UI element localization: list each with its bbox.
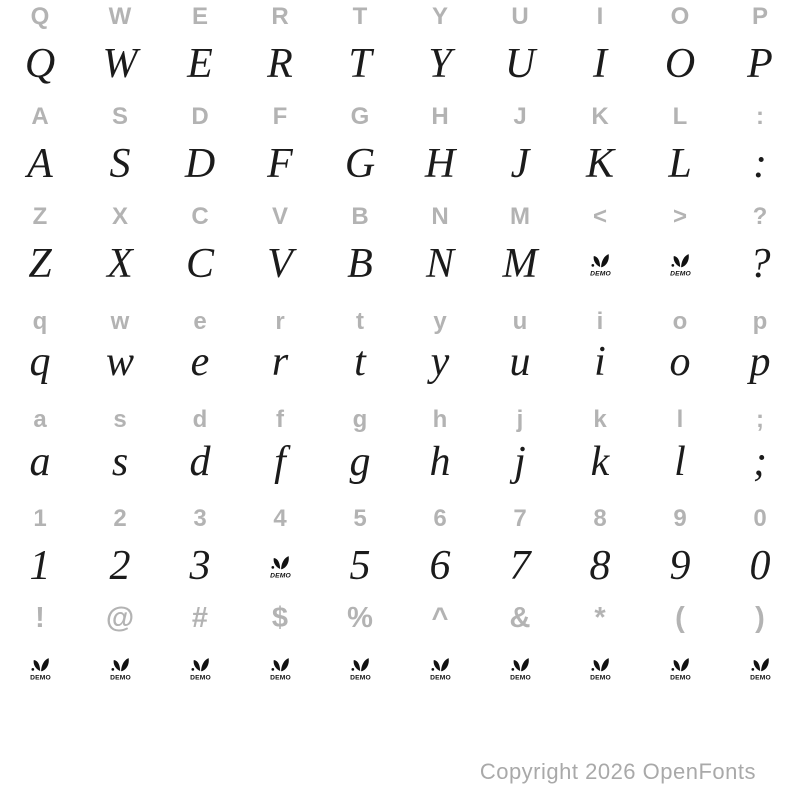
glyph-cell: F bbox=[267, 141, 293, 187]
glyph-row-uppercase-qwerty-preview bbox=[0, 34, 800, 94]
glyph-cell: E bbox=[187, 41, 213, 87]
glyph-cell: 6 bbox=[433, 505, 447, 532]
fleuron-left-petal bbox=[513, 660, 520, 671]
demo-glyph-cell bbox=[640, 234, 720, 294]
fleuron-dot bbox=[31, 668, 34, 671]
glyph-cell: : bbox=[756, 103, 764, 130]
glyph-cell: H bbox=[431, 103, 449, 130]
glyph-row-digits-reference bbox=[0, 502, 800, 536]
fleuron-dot bbox=[591, 264, 594, 267]
glyph-cell: l bbox=[674, 439, 686, 485]
glyph-cell: D bbox=[191, 103, 209, 130]
demo-glyph-cell bbox=[400, 653, 480, 689]
glyph-cell: V bbox=[271, 203, 288, 230]
glyph-cell: 9 bbox=[669, 543, 691, 589]
demo-label: DEMO bbox=[669, 674, 691, 682]
fleuron-left-petal bbox=[353, 660, 360, 671]
glyph-cell: o bbox=[669, 339, 691, 385]
demo-glyph-cell bbox=[80, 653, 160, 689]
glyph-cell: D bbox=[184, 141, 216, 187]
glyph-cell: U bbox=[504, 41, 536, 87]
glyph-cell: P bbox=[751, 3, 768, 30]
copyright-text: Copyright 2026 OpenFonts bbox=[479, 759, 756, 784]
demo-label: DEMO bbox=[269, 572, 291, 580]
glyph-cell: G bbox=[350, 103, 370, 130]
demo-label: DEMO bbox=[589, 270, 611, 278]
glyph-cell: 0 bbox=[753, 505, 767, 532]
demo-glyph-cell bbox=[720, 653, 800, 689]
glyph-cell: T bbox=[352, 3, 368, 30]
glyph-row-uppercase-zxcv-preview bbox=[0, 234, 800, 294]
glyph-cell: 8 bbox=[593, 505, 607, 532]
fleuron-right-petal bbox=[521, 658, 529, 671]
glyph-cell: ^ bbox=[431, 601, 449, 634]
glyph-cell: W bbox=[102, 41, 138, 87]
demo-fleuron-icon bbox=[349, 656, 372, 687]
demo-label: DEMO bbox=[109, 674, 131, 682]
glyph-cell: ! bbox=[35, 601, 45, 634]
glyph-row-uppercase-asdf-reference bbox=[0, 100, 800, 134]
glyph-cell: a bbox=[33, 406, 47, 433]
glyph-cell: J bbox=[513, 103, 527, 130]
glyph-cell: N bbox=[431, 203, 449, 230]
demo-fleuron-icon bbox=[269, 656, 292, 687]
fleuron-right-petal bbox=[761, 658, 769, 671]
glyph-cell: e bbox=[190, 339, 210, 385]
glyph-cell: 1 bbox=[29, 543, 51, 589]
fleuron-left-petal bbox=[273, 558, 280, 569]
glyph-row-lowercase-qwerty-preview bbox=[0, 332, 800, 392]
glyph-cell: l bbox=[676, 406, 684, 433]
demo-fleuron-icon bbox=[189, 656, 212, 687]
fleuron-dot bbox=[271, 566, 274, 569]
fleuron-dot bbox=[431, 668, 434, 671]
demo-label: DEMO bbox=[749, 674, 771, 682]
glyph-cell: 4 bbox=[273, 505, 287, 532]
demo-fleuron-icon bbox=[669, 252, 692, 283]
demo-label: DEMO bbox=[269, 674, 291, 682]
glyph-cell: y bbox=[433, 308, 447, 335]
glyph-cell: * bbox=[594, 601, 606, 634]
fleuron-right-petal bbox=[681, 658, 689, 671]
glyph-cell: y bbox=[430, 339, 450, 385]
glyph-cell: E bbox=[191, 3, 208, 30]
glyph-cell: ) bbox=[755, 601, 765, 634]
glyph-row-digits-preview bbox=[0, 536, 800, 596]
demo-label: DEMO bbox=[509, 674, 531, 682]
fleuron-left-petal bbox=[113, 660, 120, 671]
glyph-cell: 3 bbox=[189, 543, 211, 589]
glyph-cell: A bbox=[31, 103, 49, 130]
glyph-cell: X bbox=[107, 241, 133, 287]
glyph-cell: @ bbox=[105, 601, 135, 634]
glyph-cell: s bbox=[113, 406, 127, 433]
demo-glyph-cell bbox=[640, 653, 720, 689]
glyph-cell: ; bbox=[753, 439, 767, 485]
glyph-cell: 6 bbox=[429, 543, 451, 589]
glyph-cell: q bbox=[32, 308, 48, 335]
glyph-cell: 5 bbox=[349, 543, 371, 589]
demo-label: DEMO bbox=[669, 270, 691, 278]
glyph-cell: K bbox=[591, 103, 609, 130]
fleuron-left-petal bbox=[673, 660, 680, 671]
glyph-cell: ? bbox=[752, 203, 768, 230]
fleuron-dot bbox=[671, 264, 674, 267]
demo-glyph-cell bbox=[560, 234, 640, 294]
demo-label: DEMO bbox=[29, 674, 51, 682]
glyph-cell: F bbox=[272, 103, 288, 130]
glyph-cell: h bbox=[429, 439, 451, 485]
glyph-cell: q bbox=[29, 339, 51, 385]
fleuron-right-petal bbox=[41, 658, 49, 671]
fleuron-left-petal bbox=[33, 660, 40, 671]
glyph-cell: ; bbox=[756, 406, 764, 433]
glyph-row-symbols-reference bbox=[0, 598, 800, 638]
glyph-cell: W bbox=[108, 3, 132, 30]
demo-label: DEMO bbox=[189, 674, 211, 682]
glyph-cell: O bbox=[670, 3, 690, 30]
fleuron-right-petal bbox=[441, 658, 449, 671]
glyph-cell: : bbox=[753, 141, 767, 187]
glyph-cell: & bbox=[509, 601, 531, 634]
demo-fleuron-icon bbox=[509, 656, 532, 687]
glyph-cell: B bbox=[347, 241, 373, 287]
demo-label: DEMO bbox=[349, 674, 371, 682]
fleuron-left-petal bbox=[753, 660, 760, 671]
glyph-cell: S bbox=[109, 141, 131, 187]
glyph-cell: r bbox=[275, 308, 285, 335]
glyph-cell: d bbox=[189, 439, 211, 485]
demo-fleuron-icon bbox=[589, 656, 612, 687]
glyph-cell: I bbox=[593, 41, 607, 87]
fleuron-right-petal bbox=[601, 658, 609, 671]
glyph-cell: w bbox=[105, 339, 134, 385]
demo-glyph-cell bbox=[480, 653, 560, 689]
glyph-cell: Q bbox=[24, 41, 56, 87]
glyph-row-lowercase-asdf-preview bbox=[0, 432, 800, 492]
glyph-cell: o bbox=[672, 308, 688, 335]
demo-fleuron-icon bbox=[749, 656, 772, 687]
glyph-cell: i bbox=[594, 339, 606, 385]
glyph-cell: R bbox=[271, 3, 289, 30]
fleuron-left-petal bbox=[193, 660, 200, 671]
glyph-cell: u bbox=[512, 308, 528, 335]
glyph-cell: B bbox=[351, 203, 369, 230]
glyph-cell: # bbox=[191, 601, 209, 634]
fleuron-dot bbox=[591, 668, 594, 671]
glyph-row-uppercase-zxcv-reference bbox=[0, 200, 800, 234]
glyph-cell: 0 bbox=[749, 543, 771, 589]
glyph-cell: $ bbox=[271, 601, 289, 634]
demo-fleuron-icon bbox=[429, 656, 452, 687]
glyph-cell: 3 bbox=[193, 505, 207, 532]
glyph-cell: < bbox=[592, 203, 607, 230]
glyph-cell: 2 bbox=[109, 543, 131, 589]
glyph-cell: ( bbox=[675, 601, 685, 634]
glyph-row-uppercase-qwerty-reference bbox=[0, 0, 800, 34]
glyph-cell: > bbox=[672, 203, 687, 230]
demo-glyph-cell bbox=[240, 536, 320, 596]
glyph-cell: I bbox=[596, 3, 604, 30]
glyph-row-uppercase-asdf-preview bbox=[0, 134, 800, 194]
glyph-cell: 7 bbox=[513, 505, 527, 532]
fleuron-left-petal bbox=[673, 256, 680, 267]
glyph-cell: 7 bbox=[509, 543, 531, 589]
glyph-cell: T bbox=[348, 41, 372, 87]
demo-fleuron-icon bbox=[589, 252, 612, 283]
glyph-cell: w bbox=[110, 308, 130, 335]
glyph-cell: M bbox=[502, 241, 538, 287]
glyph-cell: Q bbox=[30, 3, 50, 30]
glyph-cell: K bbox=[585, 141, 614, 187]
demo-fleuron-icon bbox=[269, 554, 292, 585]
fleuron-left-petal bbox=[593, 660, 600, 671]
glyph-cell: 8 bbox=[589, 543, 611, 589]
glyph-cell: Y bbox=[431, 3, 448, 30]
fleuron-right-petal bbox=[121, 658, 129, 671]
glyph-cell: p bbox=[752, 308, 768, 335]
fleuron-left-petal bbox=[273, 660, 280, 671]
glyph-cell: N bbox=[425, 241, 454, 287]
fleuron-right-petal bbox=[361, 658, 369, 671]
fleuron-dot bbox=[111, 668, 114, 671]
glyph-cell: p bbox=[749, 339, 771, 385]
fleuron-dot bbox=[751, 668, 754, 671]
demo-glyph-cell bbox=[240, 653, 320, 689]
glyph-cell: s bbox=[111, 439, 129, 485]
glyph-cell: R bbox=[267, 41, 293, 87]
demo-glyph-cell bbox=[320, 653, 400, 689]
glyph-cell: X bbox=[111, 203, 128, 230]
glyph-cell: t bbox=[356, 308, 364, 335]
glyph-cell: d bbox=[192, 406, 208, 433]
glyph-cell: Z bbox=[28, 241, 52, 287]
glyph-cell: 1 bbox=[33, 505, 47, 532]
glyph-cell: j bbox=[514, 439, 526, 485]
glyph-cell: h bbox=[432, 406, 448, 433]
glyph-cell: A bbox=[27, 141, 53, 187]
glyph-cell: 5 bbox=[353, 505, 367, 532]
demo-label: DEMO bbox=[429, 674, 451, 682]
glyph-cell: j bbox=[516, 406, 524, 433]
glyph-cell: 2 bbox=[113, 505, 127, 532]
fleuron-dot bbox=[191, 668, 194, 671]
glyph-cell: V bbox=[267, 241, 293, 287]
glyph-cell: t bbox=[354, 339, 366, 385]
glyph-cell: S bbox=[111, 103, 128, 130]
glyph-cell: C bbox=[185, 241, 214, 287]
glyph-cell: u bbox=[509, 339, 531, 385]
glyph-row-demo-placeholder-row bbox=[0, 653, 800, 689]
glyph-cell: a bbox=[29, 439, 51, 485]
glyph-cell: L bbox=[668, 141, 692, 187]
glyph-cell: G bbox=[344, 141, 376, 187]
demo-glyph-cell bbox=[160, 653, 240, 689]
fleuron-left-petal bbox=[593, 256, 600, 267]
fleuron-right-petal bbox=[281, 556, 289, 569]
demo-label: DEMO bbox=[589, 674, 611, 682]
glyph-cell: f bbox=[276, 406, 284, 433]
glyph-cell: M bbox=[510, 203, 530, 230]
fleuron-right-petal bbox=[601, 254, 609, 267]
glyph-cell: f bbox=[274, 439, 286, 485]
demo-glyph-cell bbox=[560, 653, 640, 689]
glyph-cell: H bbox=[424, 141, 456, 187]
demo-fleuron-icon bbox=[109, 656, 132, 687]
fleuron-right-petal bbox=[281, 658, 289, 671]
demo-fleuron-icon bbox=[669, 656, 692, 687]
fleuron-dot bbox=[511, 668, 514, 671]
glyph-cell: Y bbox=[428, 41, 452, 87]
glyph-cell: g bbox=[352, 406, 368, 433]
fleuron-dot bbox=[271, 668, 274, 671]
fleuron-dot bbox=[351, 668, 354, 671]
fleuron-right-petal bbox=[681, 254, 689, 267]
glyph-cell: J bbox=[510, 141, 530, 187]
glyph-cell: g bbox=[349, 439, 371, 485]
glyph-cell: k bbox=[593, 406, 607, 433]
fleuron-left-petal bbox=[433, 660, 440, 671]
glyph-cell: U bbox=[511, 3, 529, 30]
glyph-cell: C bbox=[191, 203, 209, 230]
demo-fleuron-icon bbox=[29, 656, 52, 687]
glyph-cell: 9 bbox=[673, 505, 687, 532]
glyph-cell: e bbox=[193, 308, 207, 335]
glyph-cell: i bbox=[596, 308, 604, 335]
glyph-cell: Z bbox=[32, 203, 48, 230]
glyph-cell: r bbox=[271, 339, 289, 385]
glyph-cell: P bbox=[747, 41, 773, 87]
glyph-cell: k bbox=[590, 439, 610, 485]
fleuron-dot bbox=[671, 668, 674, 671]
demo-glyph-cell bbox=[0, 653, 80, 689]
glyph-cell: % bbox=[347, 601, 373, 634]
glyph-cell: L bbox=[672, 103, 688, 130]
glyph-cell: ? bbox=[749, 241, 771, 287]
fleuron-right-petal bbox=[201, 658, 209, 671]
glyph-cell: O bbox=[664, 41, 696, 87]
